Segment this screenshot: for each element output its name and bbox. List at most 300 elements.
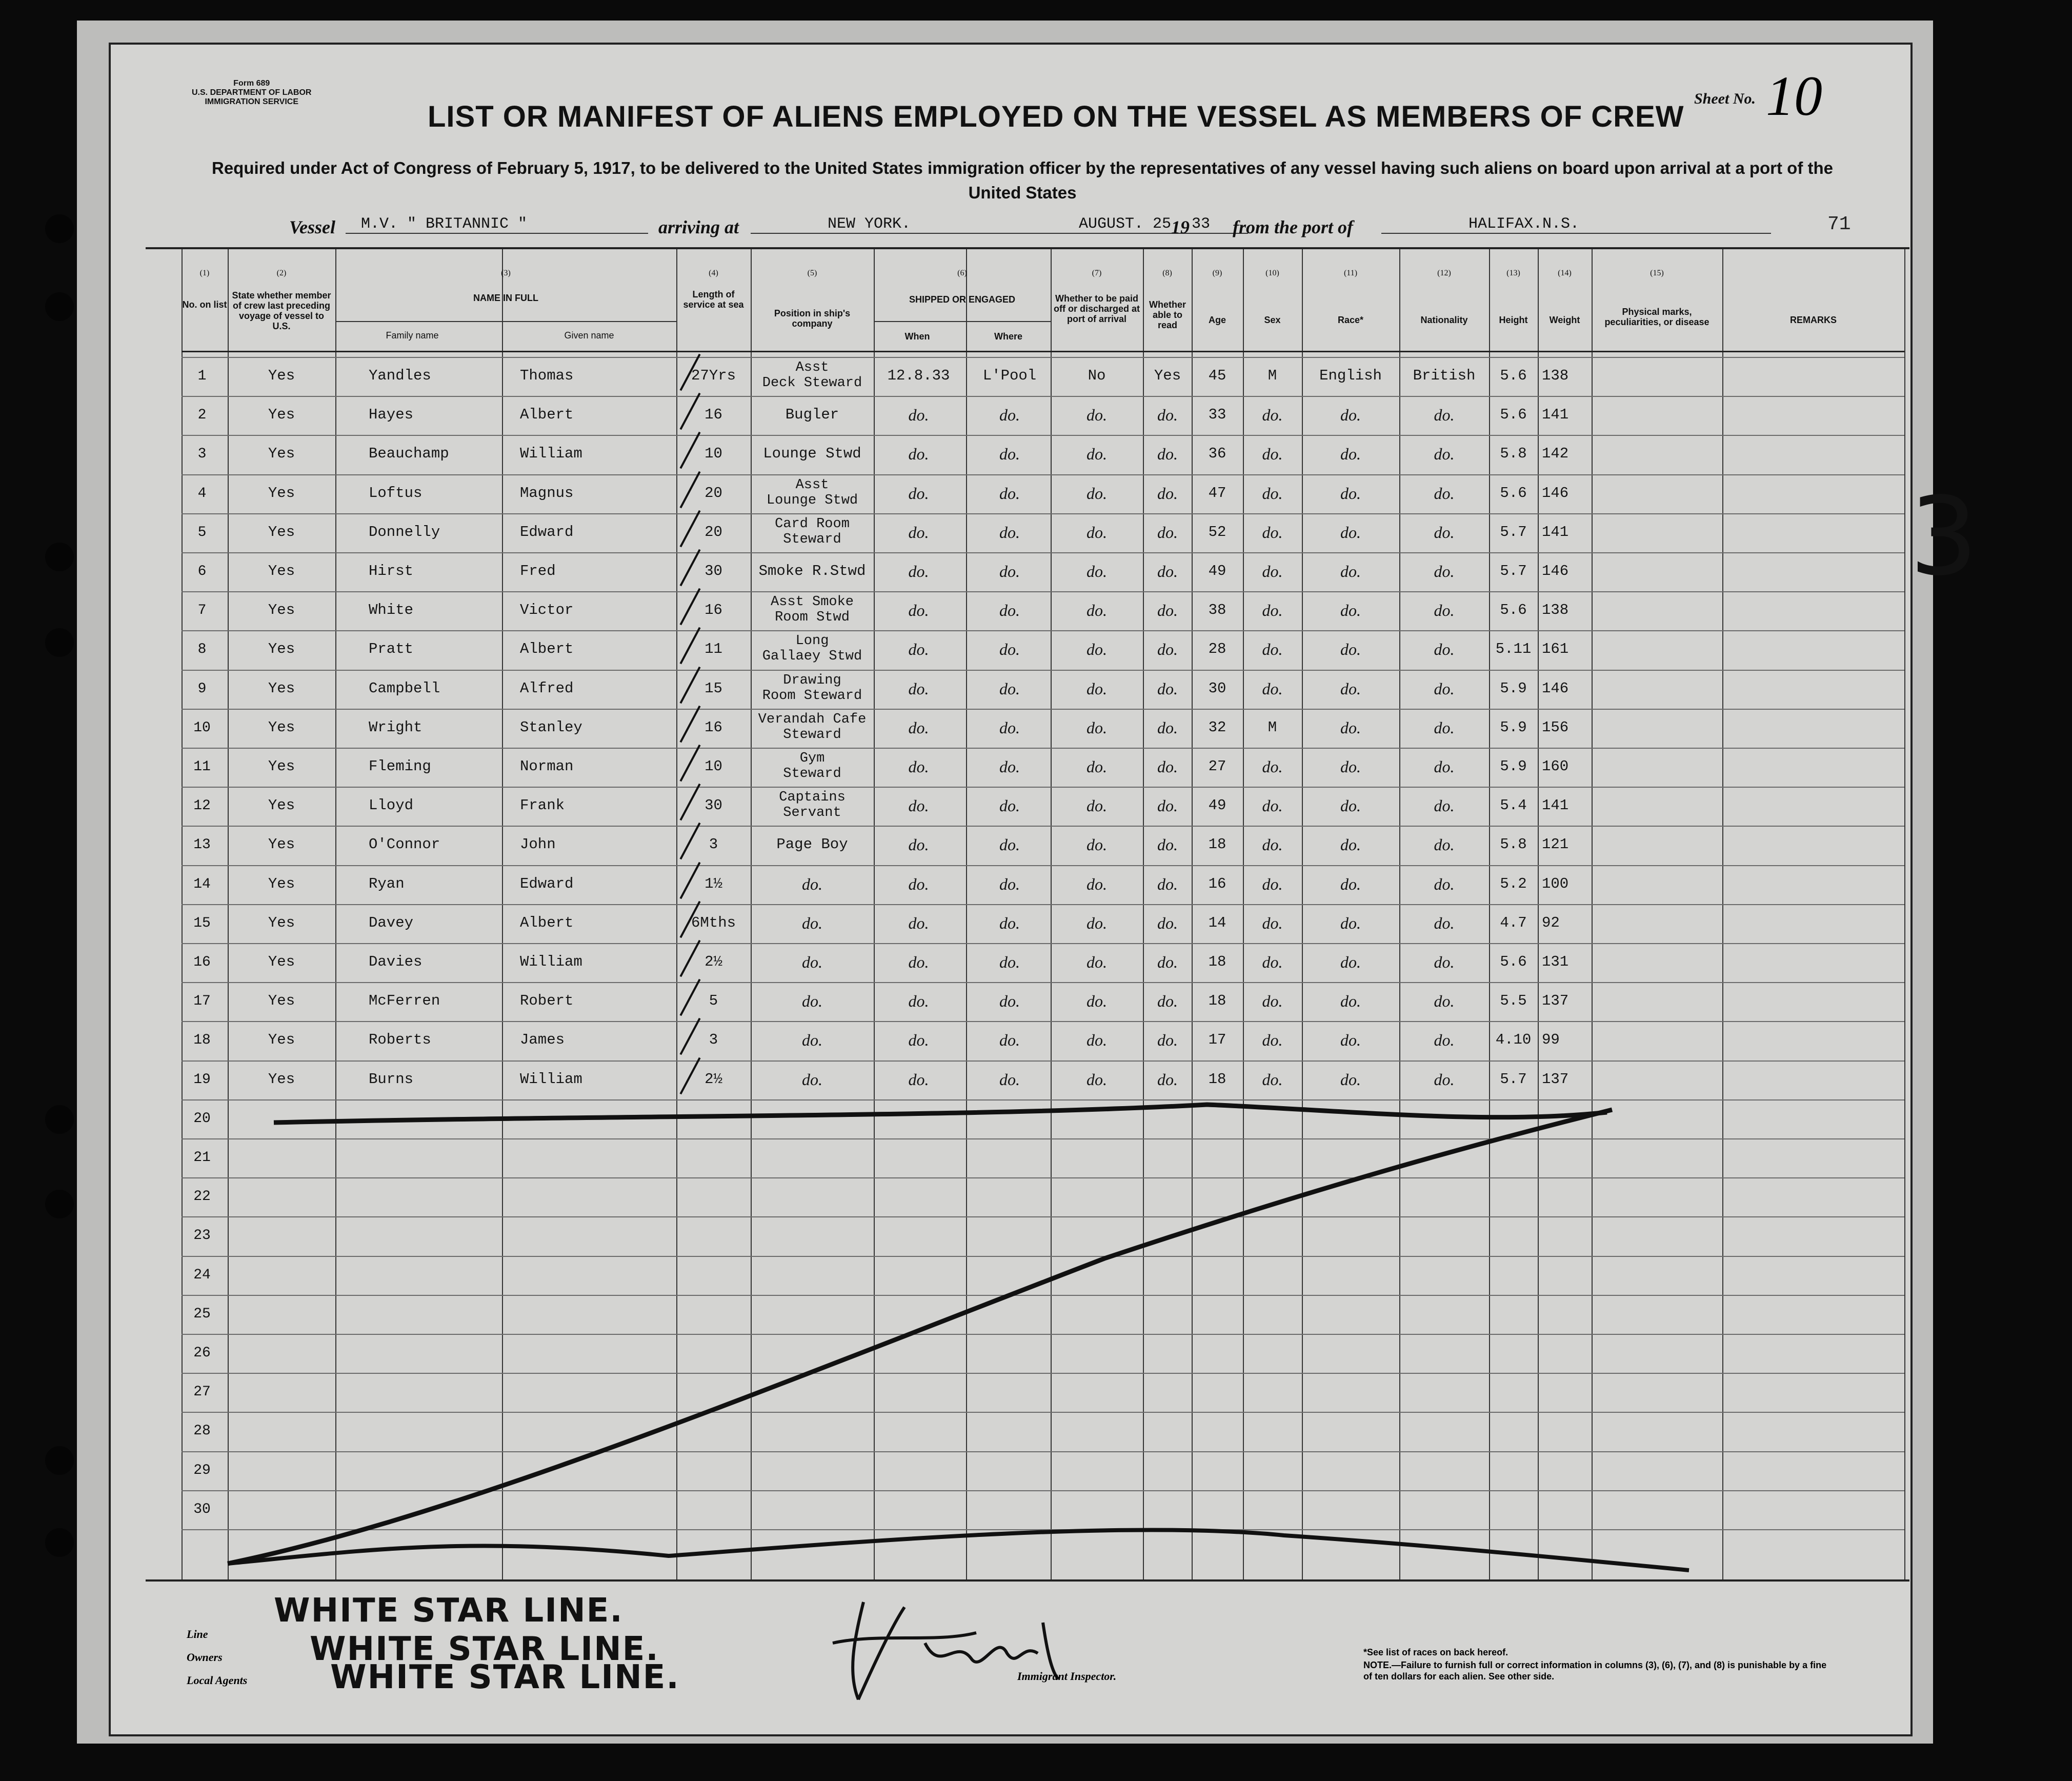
col-header-where: Where — [994, 331, 1022, 342]
cell-read: do. — [1157, 992, 1178, 1011]
cell-paid: do. — [1087, 406, 1107, 425]
col-num: (7) — [1092, 269, 1102, 277]
cell-height: 5.8 — [1500, 445, 1527, 463]
cell-where: do. — [999, 835, 1020, 854]
cell-nat: do. — [1434, 601, 1455, 620]
cell-age: 18 — [1208, 836, 1226, 853]
cell-service: 5 — [709, 992, 718, 1010]
note-penalty: NOTE.—Failure to furnish full or correct information in columns (3), (6), (7), and (8) is punishable by a fine of ten dollars for each alien. See other side. — [1363, 1660, 1827, 1682]
cell-read: do. — [1157, 562, 1178, 581]
arrival-year: 33 — [1192, 215, 1217, 234]
cell-when: do. — [908, 953, 929, 971]
cell-age: 28 — [1208, 641, 1226, 658]
cell-weight: 146 — [1542, 679, 1569, 697]
cell-age: 30 — [1208, 679, 1226, 697]
cell-family: Lloyd — [369, 797, 414, 814]
cell-where: L'Pool — [982, 367, 1037, 384]
cell-where: do. — [999, 913, 1020, 932]
cell-given: William — [520, 445, 582, 463]
col-header-sex: Sex — [1264, 315, 1281, 325]
cell-race: do. — [1340, 1031, 1361, 1050]
cell-race: do. — [1340, 484, 1361, 503]
cell-prev: Yes — [268, 523, 295, 541]
row-number: 16 — [193, 954, 211, 970]
row-number: 3 — [197, 446, 207, 463]
col-header-given: Given name — [564, 330, 614, 341]
cell-prev: Yes — [268, 563, 295, 579]
cell-service: 11 — [705, 641, 722, 658]
cell-paid: do. — [1087, 445, 1107, 464]
cell-nat: do. — [1434, 874, 1455, 893]
cell-weight: 92 — [1542, 914, 1560, 931]
cell-read: do. — [1157, 1070, 1178, 1089]
cell-service: 10 — [705, 445, 722, 463]
cell-family: Loftus — [369, 484, 423, 502]
cell-race: do. — [1340, 913, 1361, 932]
cell-position: do. — [802, 874, 822, 893]
cell-family: Ryan — [369, 875, 405, 892]
cell-read: do. — [1157, 874, 1178, 893]
cell-prev: Yes — [268, 602, 295, 619]
cell-sex: do. — [1262, 484, 1283, 503]
cell-sex: M — [1268, 367, 1277, 384]
cell-weight: 146 — [1542, 484, 1569, 502]
cell-given: Frank — [520, 797, 565, 814]
cell-paid: do. — [1087, 562, 1107, 581]
cell-when: do. — [908, 484, 929, 503]
cell-weight: 137 — [1542, 1070, 1569, 1088]
cell-height: 5.6 — [1500, 953, 1527, 970]
cell-nat: do. — [1434, 757, 1455, 776]
cell-nat: do. — [1434, 953, 1455, 971]
cell-when: do. — [908, 406, 929, 425]
cell-where: do. — [999, 757, 1020, 776]
cell-position: Bugler — [785, 406, 839, 424]
page-title: LIST OR MANIFEST OF ALIENS EMPLOYED ON THE VESSEL AS MEMBERS OF CREW — [428, 100, 1684, 133]
row-number: 10 — [193, 719, 211, 736]
cell-where: do. — [999, 562, 1020, 581]
cell-height: 5.7 — [1500, 523, 1527, 541]
cell-paid: do. — [1087, 601, 1107, 620]
cell-position: do. — [802, 913, 822, 932]
cell-nat: do. — [1434, 1070, 1455, 1089]
cell-height: 5.9 — [1500, 758, 1527, 775]
cell-when: do. — [908, 874, 929, 893]
cell-height: 5.8 — [1500, 836, 1527, 853]
cell-race: do. — [1340, 796, 1361, 815]
cell-age: 14 — [1208, 914, 1226, 931]
col-header-when: When — [904, 331, 930, 342]
cell-where: do. — [999, 953, 1020, 971]
cell-family: Burns — [369, 1070, 414, 1088]
col-num: (12) — [1437, 269, 1451, 277]
cell-family: Davey — [369, 914, 414, 931]
cell-where: do. — [999, 1070, 1020, 1089]
cell-read: do. — [1157, 406, 1178, 425]
cell-paid: do. — [1087, 992, 1107, 1011]
row-number: 19 — [193, 1071, 211, 1088]
cell-weight: 137 — [1542, 992, 1569, 1010]
cell-race: do. — [1340, 718, 1361, 737]
cell-race: do. — [1340, 445, 1361, 464]
footer — [146, 1582, 1909, 1730]
cell-read: do. — [1157, 718, 1178, 737]
cell-prev: Yes — [268, 992, 295, 1010]
form-id-line: U.S. DEPARTMENT OF LABOR — [192, 88, 312, 97]
cell-prev: Yes — [268, 367, 295, 384]
cell-position: Asst Lounge Stwd — [766, 477, 858, 508]
cell-nat: do. — [1434, 562, 1455, 581]
cell-prev: Yes — [268, 718, 295, 736]
cell-given: Alfred — [520, 679, 574, 697]
cell-sex: do. — [1262, 523, 1283, 542]
row-number: 24 — [193, 1267, 211, 1283]
col-header-prev-voyage: State whether member of crew last preceding voyage of vessel to U.S. — [232, 290, 331, 331]
cell-height: 5.5 — [1500, 992, 1527, 1010]
cell-nat: do. — [1434, 718, 1455, 737]
row-number: 12 — [193, 798, 211, 814]
col-header-age: Age — [1208, 315, 1226, 325]
cell-age: 18 — [1208, 953, 1226, 970]
cell-service: 15 — [705, 679, 722, 697]
cell-weight: 138 — [1542, 602, 1569, 619]
col-header-nationality: Nationality — [1420, 315, 1468, 325]
cell-race: do. — [1340, 1070, 1361, 1089]
cell-age: 52 — [1208, 523, 1226, 541]
cell-service: 16 — [705, 718, 722, 736]
cell-weight: 146 — [1542, 563, 1569, 579]
cell-height: 5.4 — [1500, 797, 1527, 814]
vessel-label: Vessel — [289, 217, 335, 237]
cell-position: Verandah Cafe Steward — [758, 711, 867, 743]
cell-given: William — [520, 1070, 582, 1088]
cell-race: do. — [1340, 562, 1361, 581]
cell-when: do. — [908, 718, 929, 737]
cell-family: White — [369, 602, 414, 619]
cell-nat: do. — [1434, 796, 1455, 815]
cell-given: John — [520, 836, 556, 853]
cell-sex: do. — [1262, 913, 1283, 932]
cell-family: Roberts — [369, 1031, 431, 1049]
cell-height: 5.6 — [1500, 602, 1527, 619]
cell-given: Albert — [520, 406, 574, 424]
cell-position: Page Boy — [776, 836, 848, 853]
cell-weight: 141 — [1542, 523, 1569, 541]
arriving-label: arriving at — [658, 217, 739, 237]
cell-where: do. — [999, 484, 1020, 503]
cell-when: do. — [908, 523, 929, 542]
arrival-port: NEW YORK. — [751, 215, 1033, 234]
cell-read: do. — [1157, 523, 1178, 542]
cell-given: Thomas — [520, 367, 574, 384]
cell-position: Gym Steward — [783, 751, 841, 782]
cell-family: Pratt — [369, 641, 414, 658]
cell-read: do. — [1157, 835, 1178, 854]
col-num: (14) — [1558, 269, 1572, 277]
cell-family: Fleming — [369, 758, 431, 775]
cell-prev: Yes — [268, 641, 295, 658]
cell-age: 18 — [1208, 992, 1226, 1010]
cell-age: 47 — [1208, 484, 1226, 502]
cell-read: do. — [1157, 640, 1178, 659]
cell-service: 2½ — [705, 953, 722, 970]
cell-paid: do. — [1087, 757, 1107, 776]
cell-service: 30 — [705, 563, 722, 579]
cell-paid: do. — [1087, 874, 1107, 893]
cell-sex: do. — [1262, 953, 1283, 971]
row-number: 17 — [193, 993, 211, 1010]
cell-given: Albert — [520, 914, 574, 931]
cell-paid: do. — [1087, 718, 1107, 737]
sheet-no-label: Sheet No. — [1694, 90, 1756, 107]
col-num: (8) — [1162, 269, 1172, 277]
cell-position: Asst Smoke Room Stwd — [770, 594, 854, 626]
cell-position: do. — [802, 1031, 822, 1050]
year-prefix: 19 — [1171, 217, 1190, 237]
cell-paid: do. — [1087, 640, 1107, 659]
cell-sex: do. — [1262, 874, 1283, 893]
cell-given: Albert — [520, 641, 574, 658]
cell-read: do. — [1157, 757, 1178, 776]
cell-age: 27 — [1208, 758, 1226, 775]
col-header-family: Family name — [386, 330, 439, 341]
cell-when: do. — [908, 679, 929, 698]
cell-race: do. — [1340, 601, 1361, 620]
cell-age: 32 — [1208, 718, 1226, 736]
cell-age: 49 — [1208, 563, 1226, 579]
inspector-signature — [802, 1582, 1161, 1705]
row-number: 6 — [197, 564, 207, 579]
line-label: Line — [187, 1628, 208, 1640]
owners-label: Owners — [187, 1651, 223, 1664]
cell-prev: Yes — [268, 875, 295, 892]
cell-given: Fred — [520, 563, 556, 579]
row-number: 8 — [197, 642, 207, 658]
page-number: 71 — [1827, 213, 1851, 235]
cell-race: do. — [1340, 679, 1361, 698]
from-label: from the port of — [1233, 217, 1354, 237]
cell-when: do. — [908, 757, 929, 776]
cell-weight: 141 — [1542, 797, 1569, 814]
cell-where: do. — [999, 406, 1020, 425]
cell-weight: 100 — [1542, 875, 1569, 892]
cell-prev: Yes — [268, 406, 295, 424]
cell-family: Hirst — [369, 563, 414, 579]
cell-height: 5.7 — [1500, 563, 1527, 579]
cell-when: 12.8.33 — [887, 367, 950, 384]
cell-service: 3 — [709, 1031, 718, 1049]
cell-height: 5.2 — [1500, 875, 1527, 892]
form-id-line: Form 689 — [233, 79, 270, 88]
cell-prev: Yes — [268, 1070, 295, 1088]
cell-nat: do. — [1434, 406, 1455, 425]
manifest-sheet — [109, 43, 1978, 1736]
cell-position: do. — [802, 1070, 822, 1089]
cell-height: 4.7 — [1500, 914, 1527, 931]
cell-nat: do. — [1434, 523, 1455, 542]
cell-prev: Yes — [268, 953, 295, 970]
row-number: 28 — [193, 1423, 211, 1439]
col-header-service: Length of service at sea — [683, 289, 744, 310]
departure-port: HALIFAX.N.S. — [1381, 215, 1771, 234]
cell-nat: do. — [1434, 484, 1455, 503]
cell-position: Card Room Steward — [775, 516, 850, 547]
cell-where: do. — [999, 445, 1020, 464]
cell-where: do. — [999, 601, 1020, 620]
cell-where: do. — [999, 1031, 1020, 1050]
cell-height: 5.9 — [1500, 679, 1527, 697]
col-header-race: Race* — [1337, 315, 1364, 325]
cell-prev: Yes — [268, 758, 295, 775]
cell-family: Campbell — [369, 679, 440, 697]
row-number: 1 — [197, 368, 207, 384]
cell-read: do. — [1157, 796, 1178, 815]
cell-service: 27Yrs — [691, 367, 736, 384]
cell-prev: Yes — [268, 679, 295, 697]
cell-read: Yes — [1154, 367, 1181, 384]
cell-age: 45 — [1208, 367, 1226, 384]
row-number: 7 — [197, 603, 207, 619]
col-header-read: Whether able to read — [1149, 299, 1186, 330]
cell-height: 5.9 — [1500, 718, 1527, 736]
cell-given: Stanley — [520, 718, 582, 736]
row-number: 20 — [193, 1110, 211, 1127]
row-number: 14 — [193, 876, 211, 892]
cell-family: Yandles — [369, 367, 431, 384]
row-number: 30 — [193, 1501, 211, 1517]
cell-given: William — [520, 953, 582, 970]
cell-height: 5.11 — [1495, 641, 1532, 658]
col-header-weight: Weight — [1549, 315, 1580, 325]
row-number: 21 — [193, 1150, 211, 1166]
cell-when: do. — [908, 601, 929, 620]
cell-race: do. — [1340, 835, 1361, 854]
cell-nat: do. — [1434, 1031, 1455, 1050]
col-num: (11) — [1343, 269, 1358, 277]
cell-race: do. — [1340, 992, 1361, 1011]
cell-height: 5.6 — [1500, 484, 1527, 502]
cell-weight: 141 — [1542, 406, 1569, 424]
row-number: 15 — [193, 915, 211, 931]
cell-service: 20 — [705, 523, 722, 541]
cell-when: do. — [908, 835, 929, 854]
cell-service: 30 — [705, 797, 722, 814]
cell-service: 16 — [705, 602, 722, 619]
cell-given: James — [520, 1031, 565, 1049]
row-number: 23 — [193, 1228, 211, 1244]
row-number: 22 — [193, 1189, 211, 1205]
arrival-date: AUGUST. 25 — [992, 215, 1248, 234]
cell-age: 49 — [1208, 797, 1226, 814]
cell-age: 17 — [1208, 1031, 1226, 1049]
cell-prev: Yes — [268, 797, 295, 814]
form-id-line: IMMIGRATION SERVICE — [205, 97, 298, 106]
row-number: 11 — [193, 759, 211, 775]
cell-read: do. — [1157, 484, 1178, 503]
cell-age: 33 — [1208, 406, 1226, 424]
cell-paid: No — [1088, 367, 1106, 384]
col-header-name: NAME IN FULL — [473, 293, 538, 303]
cell-paid: do. — [1087, 1070, 1107, 1089]
col-header-shipped: SHIPPED OR ENGAGED — [909, 294, 1016, 305]
cell-weight: 99 — [1542, 1031, 1560, 1049]
cell-when: do. — [908, 562, 929, 581]
cell-service: 3 — [709, 836, 718, 853]
cancel-strokes — [2, 2, 2072, 1781]
cell-race: do. — [1340, 953, 1361, 971]
cell-where: do. — [999, 796, 1020, 815]
cell-service: 16 — [705, 406, 722, 424]
col-num: (3) — [501, 269, 511, 277]
cell-service: 2½ — [705, 1070, 722, 1088]
cell-where: do. — [999, 992, 1020, 1011]
col-header-paid-off: Whether to be paid off or discharged at port of arrival — [1053, 293, 1140, 324]
inspector-label: Immigrant Inspector. — [1017, 1670, 1117, 1683]
cell-weight: 138 — [1542, 367, 1569, 384]
cell-where: do. — [999, 679, 1020, 698]
cell-service: 6Mths — [691, 914, 736, 931]
cell-paid: do. — [1087, 484, 1107, 503]
cell-race: do. — [1340, 874, 1361, 893]
cell-height: 5.7 — [1500, 1070, 1527, 1088]
cell-given: Victor — [520, 602, 574, 619]
cell-sex: do. — [1262, 757, 1283, 776]
cell-height: 5.6 — [1500, 406, 1527, 424]
col-num: (1) — [199, 269, 210, 277]
cell-read: do. — [1157, 913, 1178, 932]
cell-service: 20 — [705, 484, 722, 502]
col-num: (10) — [1265, 269, 1279, 277]
cell-where: do. — [999, 718, 1020, 737]
cell-read: do. — [1157, 1031, 1178, 1050]
cell-race: English — [1319, 367, 1382, 384]
row-number: 25 — [193, 1306, 211, 1322]
cell-paid: do. — [1087, 1031, 1107, 1050]
side-mark: 3 — [1909, 474, 1978, 599]
cell-family: Davies — [369, 953, 423, 970]
cell-when: do. — [908, 913, 929, 932]
cell-nat: do. — [1434, 835, 1455, 854]
row-number: 29 — [193, 1462, 211, 1478]
cell-when: do. — [908, 992, 929, 1011]
cell-sex: do. — [1262, 601, 1283, 620]
cell-position: Asst Deck Steward — [762, 360, 862, 391]
cell-age: 36 — [1208, 445, 1226, 463]
cell-prev: Yes — [268, 484, 295, 502]
cell-given: Norman — [520, 758, 574, 775]
cell-paid: do. — [1087, 835, 1107, 854]
cell-paid: do. — [1087, 953, 1107, 971]
row-number: 4 — [197, 485, 207, 502]
cell-prev: Yes — [268, 836, 295, 853]
cell-weight: 161 — [1542, 641, 1569, 658]
cell-family: Beauchamp — [369, 445, 449, 463]
col-num: (2) — [276, 269, 287, 277]
cell-paid: do. — [1087, 679, 1107, 698]
cell-nat: do. — [1434, 445, 1455, 464]
cell-height: 4.10 — [1495, 1031, 1532, 1049]
row-number: 18 — [193, 1032, 211, 1049]
cell-read: do. — [1157, 953, 1178, 971]
cell-service: 10 — [705, 758, 722, 775]
cell-race: do. — [1340, 523, 1361, 542]
page-subtitle: Required under Act of Congress of February 5, 1917, to be delivered to the United States immigration officer by the representatives of any vessel having such aliens on board upon arrival at a port of the United States — [211, 158, 1833, 202]
cell-when: do. — [908, 1070, 929, 1089]
cell-nat: British — [1413, 367, 1476, 384]
cell-given: Robert — [520, 992, 574, 1010]
col-num: (4) — [709, 269, 718, 277]
cell-nat: do. — [1434, 640, 1455, 659]
